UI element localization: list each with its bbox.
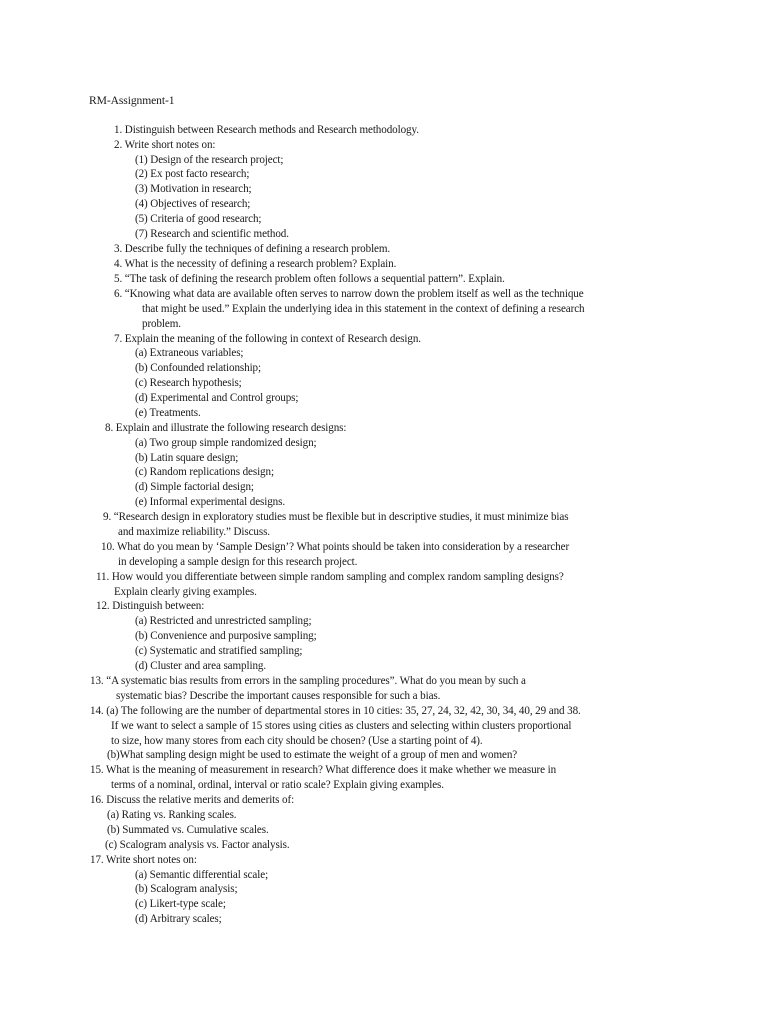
list-item: (b) Latin square design; [135,452,239,464]
list-item: 9. “Research design in exploratory studies must be flexible but in descriptive studies, it must minimize bias [103,511,569,523]
list-item: (c) Random replications design; [135,466,274,478]
list-item: 12. Distinguish between: [96,600,205,612]
list-item: 10. What do you mean by ‘Sample Design’? What points should be taken into consideration by a researcher [101,541,570,553]
list-item: in developing a sample design for this research project. [118,556,358,568]
list-item: (d) Simple factorial design; [135,481,254,493]
list-item: (e) Treatments. [135,407,201,419]
list-item: (5) Criteria of good research; [135,213,262,225]
list-item: 6. “Knowing what data are available often serves to narrow down the problem itself as well as the technique [114,288,584,300]
list-item: (7) Research and scientific method. [135,228,289,240]
list-item: to size, how many stores from each city should be chosen? (Use a starting point of 4). [111,735,483,747]
list-item: (3) Motivation in research; [135,183,252,195]
list-item: 2. Write short notes on: [114,139,216,151]
list-item: (e) Informal experimental designs. [135,496,286,508]
list-item: (b) Scalogram analysis; [135,883,238,895]
list-item: (4) Objectives of research; [135,198,251,210]
list-item: (c) Research hypothesis; [135,377,242,389]
list-item: (2) Ex post facto research; [135,168,250,180]
list-item: (b) Summated vs. Cumulative scales. [107,824,269,836]
list-item: (b) Confounded relationship; [135,362,261,374]
list-item: (b) Convenience and purposive sampling; [135,630,317,642]
list-item: 4. What is the necessity of defining a research problem? Explain. [114,258,397,270]
list-item: terms of a nominal, ordinal, interval or ratio scale? Explain giving examples. [111,779,444,791]
list-item: (a) Semantic differential scale; [135,869,269,881]
list-item: problem. [142,318,181,330]
list-item: 1. Distinguish between Research methods and Research methodology. [114,124,419,136]
list-item: that might be used.” Explain the underlying idea in this statement in the context of defining a research [142,303,585,315]
list-item: (1) Design of the research project; [135,154,284,166]
list-item: (c) Likert-type scale; [135,898,226,910]
list-item: and maximize reliability.” Discuss. [118,526,270,538]
list-item: (a) Rating vs. Ranking scales. [107,809,237,821]
list-item: (a) Extraneous variables; [135,347,244,359]
list-item: 8. Explain and illustrate the following research designs: [105,422,347,434]
list-item: (b)What sampling design might be used to estimate the weight of a group of men and women? [107,749,518,761]
list-item: (c) Scalogram analysis vs. Factor analysis. [105,839,290,851]
list-item: (d) Experimental and Control groups; [135,392,299,404]
list-item: (d) Arbitrary scales; [135,913,222,925]
document-title: RM-Assignment-1 [89,94,175,107]
list-item: (a) Restricted and unrestricted sampling; [135,615,312,627]
list-item: 17. Write short notes on: [90,854,197,866]
list-item: (a) Two group simple randomized design; [135,437,317,449]
list-item: (d) Cluster and area sampling. [135,660,267,672]
list-item: 3. Describe fully the techniques of defining a research problem. [114,243,391,255]
list-item: If we want to select a sample of 15 stores using cities as clusters and selecting within clusters proportional [111,720,572,732]
list-item: 13. “A systematic bias results from errors in the sampling procedures”. What do you mean by such a [90,675,526,687]
list-item: 15. What is the meaning of measurement in research? What difference does it make whether we measure in [90,764,557,776]
list-item: 14. (a) The following are the number of departmental stores in 10 cities: 35, 27, 24, 32, 42, 30, 34, 40, 29 and 38. [90,705,581,717]
list-item: (c) Systematic and stratified sampling; [135,645,303,657]
list-item: 11. How would you differentiate between simple random sampling and complex random sampling designs? [96,571,564,583]
list-item: 7. Explain the meaning of the following in context of Research design. [114,333,421,345]
list-item: 16. Discuss the relative merits and demerits of: [90,794,295,806]
list-item: Explain clearly giving examples. [114,586,257,598]
list-item: 5. “The task of defining the research problem often follows a sequential pattern”. Explain. [114,273,505,285]
list-item: systematic bias? Describe the important causes responsible for such a bias. [116,690,441,702]
